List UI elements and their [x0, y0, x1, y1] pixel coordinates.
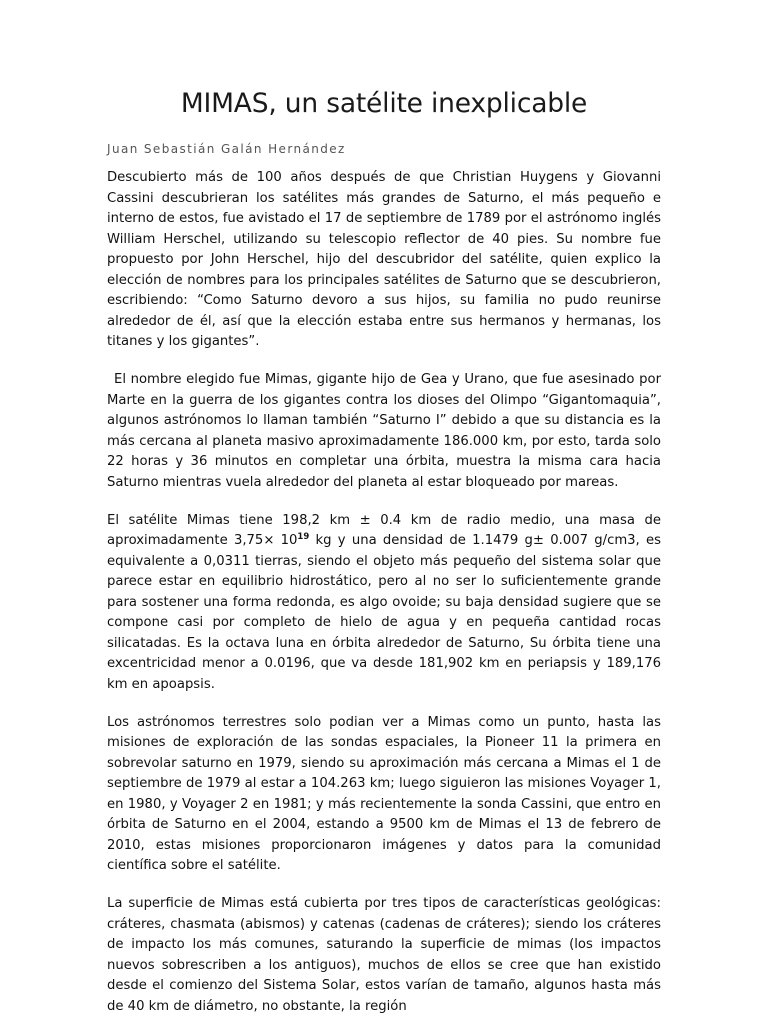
- mass-exponent: 19: [297, 532, 310, 542]
- paragraph-discovery: Descubierto más de 100 años después de que Christian Huygens y Giovanni Cassini descubrieran los satélites más grandes de Saturno, el más pequeño e interno de estos, fue avistado el 17 de septiembre de 1789 por el astrónomo inglés William Herschel, utilizando su telescopio reflector de 40 pies. Su nombre fue propuesto por John Herschel, hijo del descubridor del satélite, quien explico la elección de nombres para los principales satélites de Saturno que se descubrieron, escribiendo: “Como Saturno devoro a sus hijos, su familia no pudo reunirse alrededor de él, así que la elección estaba entre sus hermanos y hermanas, los titanes y los gigantes”.: [107, 170, 661, 349]
- paragraph-exploration: Los astrónomos terrestres solo podian ver a Mimas como un punto, hasta las misiones de exploración de las sondas espaciales, la Pioneer 11 la primera en sobrevolar saturno en 1979, siendo su aproximación más cercana a Mimas el 1 de septiembre de 1979 al estar a 104.263 km; luego siguieron las misiones Voyager 1, en 1980, y Voyager 2 en 1981; y más recientemente la sonda Cassini, que entro en órbita de Saturno en el 2004, estando a 9500 km de Mimas el 13 de febrero de 2010, estas misiones proporcionaron imágenes y datos para la comunidad científica sobre el satélite.: [107, 714, 661, 873]
- paragraph-physical-properties: [107, 511, 661, 696]
- document-title: MIMAS, un satélite inexplicable: [180, 88, 588, 119]
- paragraph-name-origin: El nombre elegido fue Mimas, gigante hijo de Gea y Urano, que fue asesinado por Marte en la guerra de los gigantes contra los dioses del Olimpo “Gigantomaquia”, algunos astrónomos lo llaman también “Saturno I” debido a que su distancia es la más cercana al planeta masivo aproximadamente 186.000 km, por esto, tarda solo 22 horas y 36 minutos en completar una órbita, muestra la misma cara hacia Saturno mientras vuela alrededor del planeta al estar bloqueado por mareas.: [107, 372, 661, 490]
- paragraph-text-before-exponent: El satélite Mimas tiene 198,2 km ± 0.4 km de radio medio, una masa de aproximadamente 3,75× 10: [107, 512, 661, 548]
- author-name: Juan Sebastián Galán Hernández: [107, 142, 346, 156]
- document-body: [107, 168, 661, 1035]
- paragraph-surface: La superficie de Mimas está cubierta por tres tipos de características geológicas: cráteres, chasmata (abismos) y catenas (cadenas de cráteres); siendo los cráteres de impacto los más comunes, saturando la superficie de mimas (los impactos nuevos sobrescriben a los antiguos), muchos de ellos se cree que han existido desde el comienzo del Sistema Solar, estos varían de tamaño, algunos hasta más de 40 km de diámetro, no obstante, la región: [107, 896, 661, 1014]
- paragraph-text-after-exponent: kg y una densidad de 1.1479 g± 0.007 g/cm3, es equivalente a 0,0311 tierras, siendo el objeto más pequeño del sistema solar que parece estar en equilibrio hidrostático, pero al no ser lo suficientemente grande para sostener una forma redonda, es algo ovoide; su baja densidad sugiere que se compone casi por completo de hielo de agua y en pequeña cantidad rocas silicatadas. Es la octava luna en órbita alrededor de Saturno, Su órbita tiene una excentricidad menor a 0.0196, que va desde 181,902 km en periapsis y 189,176 km en apoapsis.: [107, 533, 661, 692]
